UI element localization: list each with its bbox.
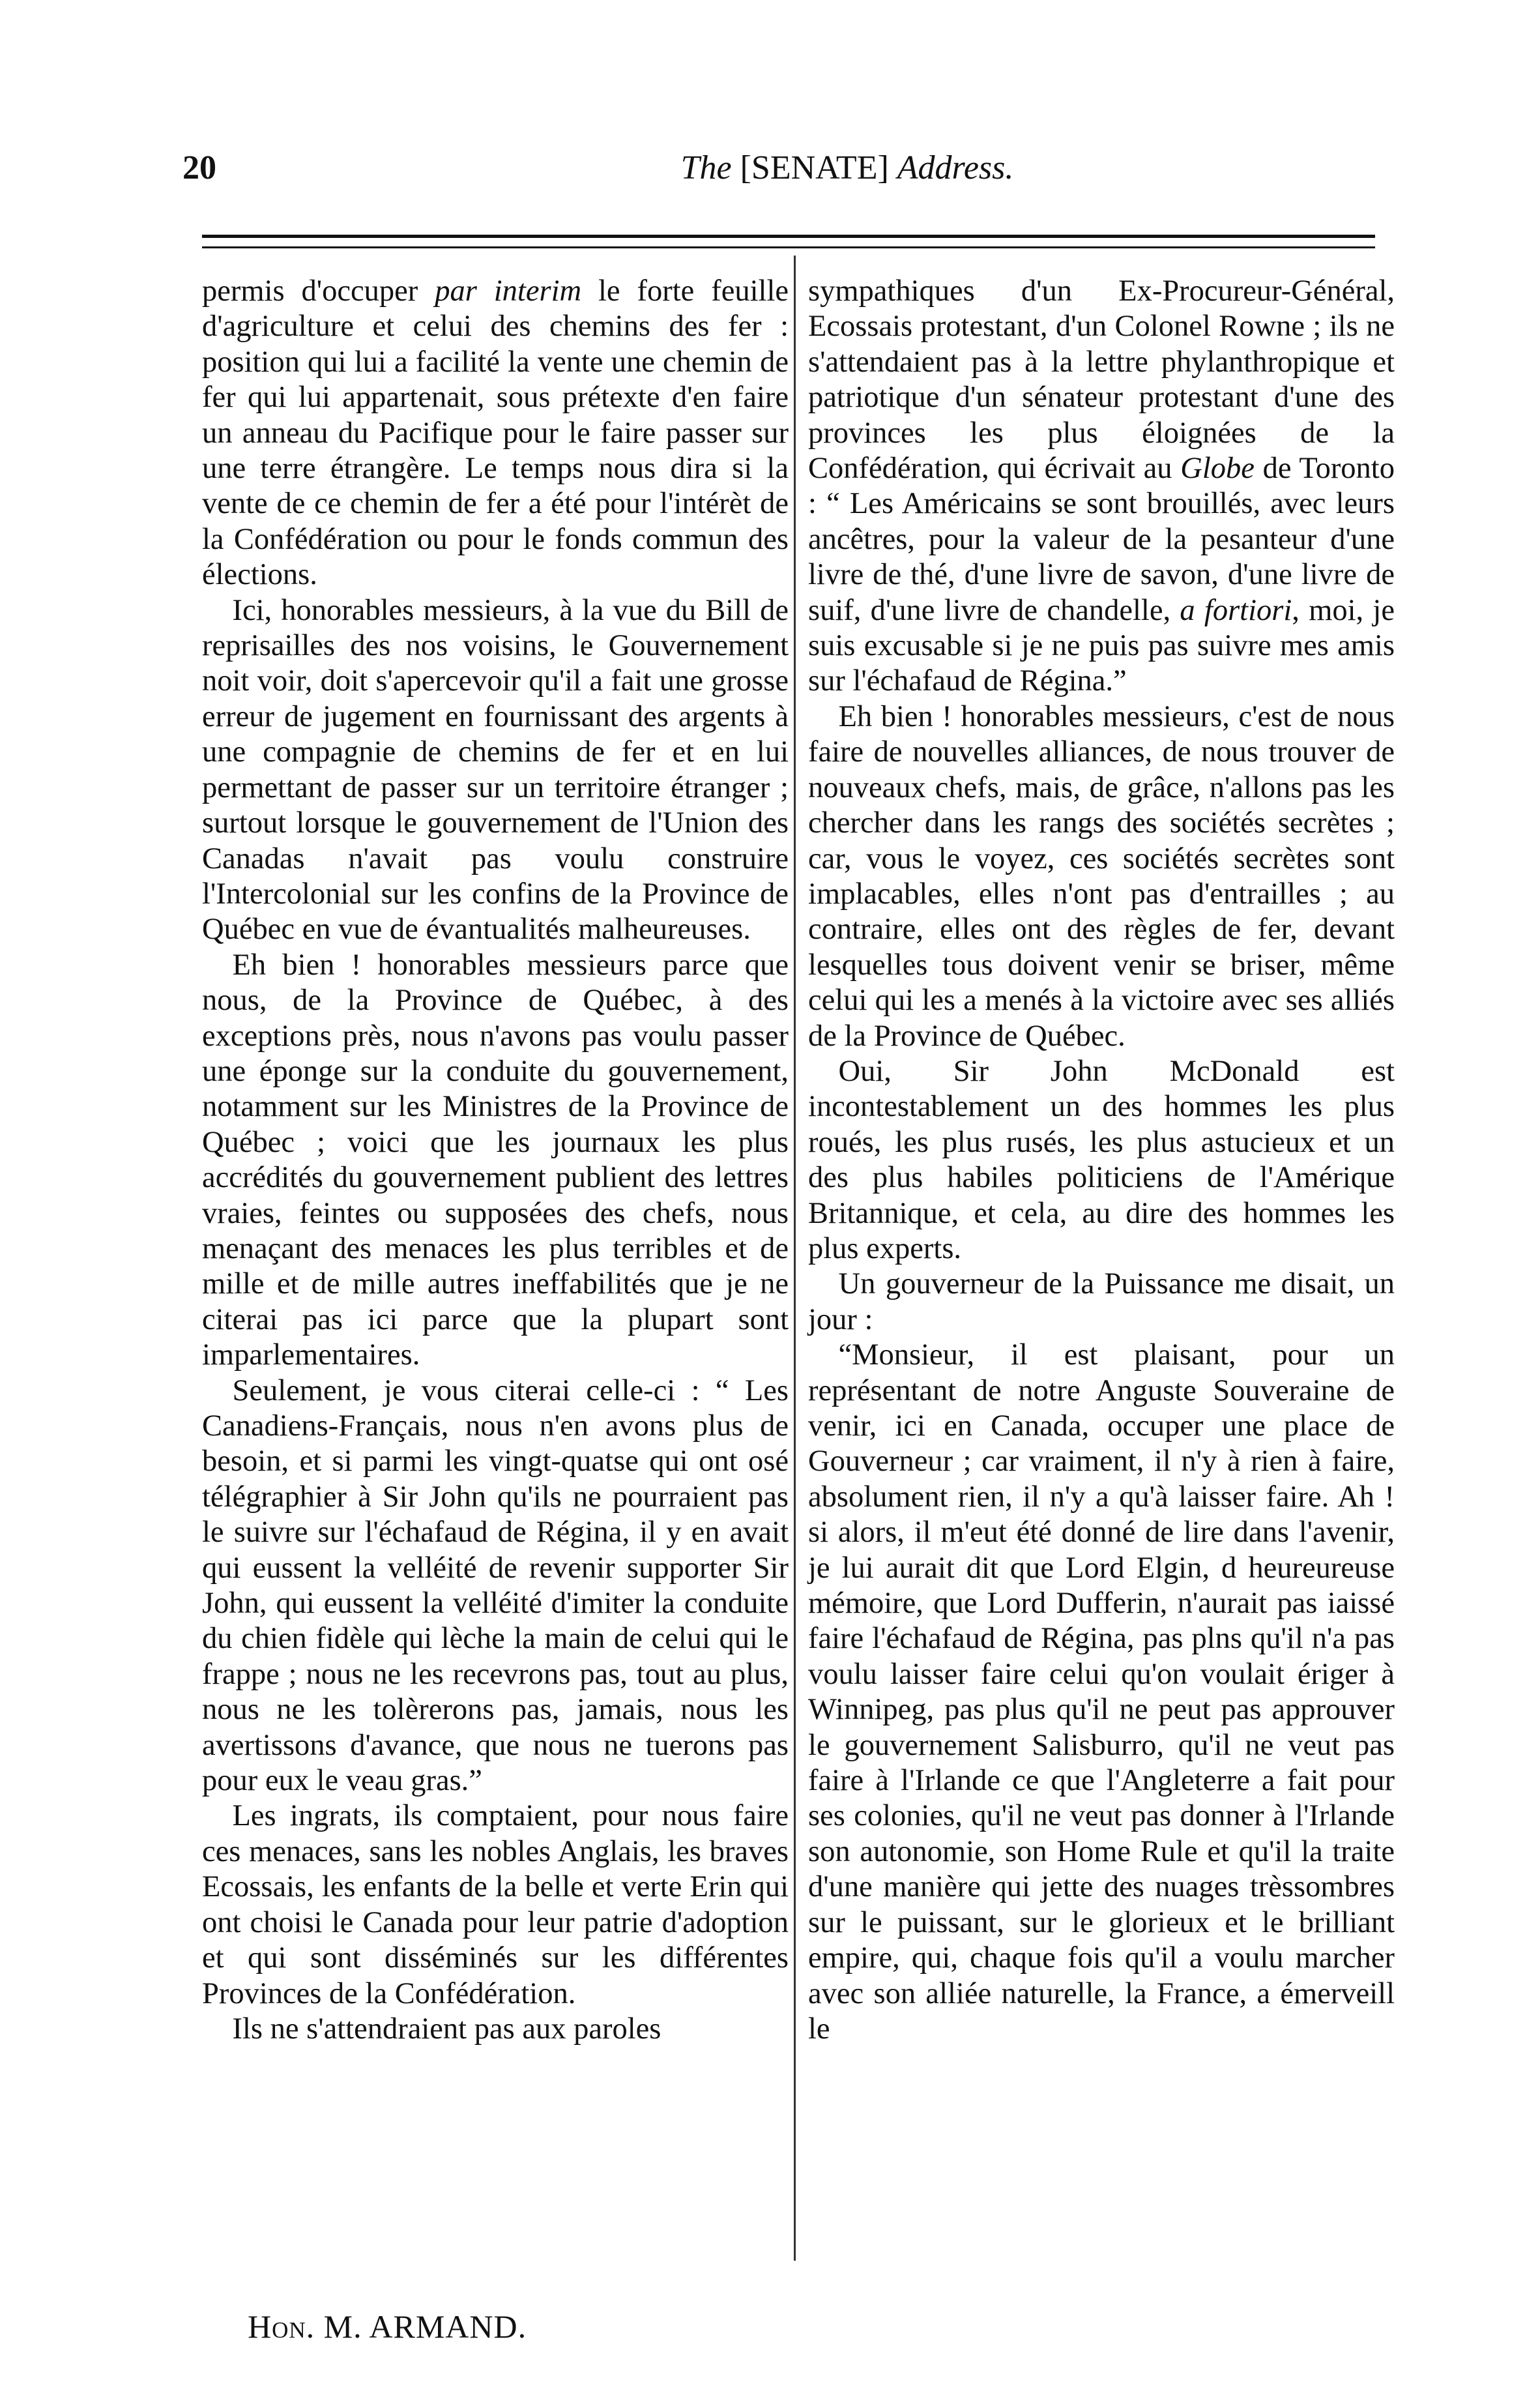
column-divider — [794, 256, 796, 2261]
left-p1-text-a: permis d'occuper — [202, 274, 435, 308]
right-paragraph-1 — [808, 274, 1395, 699]
right-p1-italic-globe: Globe — [1180, 452, 1255, 486]
signature-text: Hon. M. ARMAND. — [248, 2308, 527, 2345]
left-paragraph-3: Eh bien ! honorables messieurs parce que nous, de la Province de Québec, à des exceptions près, nous n'avons pas voulu passer une éponge sur la conduite du gouvernement, notamment sur les Ministres de la Province de Québec ; voici que les journaux les plus accrédités du gouvernement publient des lettres vraies, feintes ou supposées des chefs, nous menaçant des menaces les plus terribles et de mille et de mille autres ineffabilités que je ne citerai pas ici parce que la plupart sont imparlementaires. — [202, 948, 789, 1372]
running-head-the: The — [680, 149, 732, 186]
left-paragraph-6: Ils ne s'attendraient pas aux paroles — [232, 2012, 661, 2046]
header-rule-top — [202, 235, 1375, 238]
running-head — [587, 149, 1108, 187]
speaker-signature — [248, 2308, 527, 2345]
left-paragraph-2: Ici, honorables messieurs, à la vue du Bill de reprisailles des nos voisins, le Gouvernement noit voir, doit s'apercevoir qu'il a fait une grosse erreur de jugement en fournissant des argents à une compagnie de chemins de fer et en lui permettant de passer sur un territoire étranger ; surtout lorsque le gouvernement de l'Union des Canadas n'avait pas voulu construire l'Intercolonial sur les confins de la Province de Québec en vue de évantualités malheureuses. — [202, 593, 789, 947]
running-head-address: Address. — [897, 149, 1014, 186]
right-paragraph-5: “Monsieur, il est plaisant, pour un représentant de notre Anguste Souveraine de venir, ici en Canada, occuper une place de Gouverneur ; car vraiment, il n'y à rien à faire, absolument rien, il n'y a qu'à laisser faire. Ah ! si alors, il m'eut été donné de lire dans l'avenir, je lui aurait dit que Lord Elgin, d heureureuse mémoire, que Lord Dufferin, n'aurait pas iaissé faire l'échafaud de Régina, pas plns qu'il n'a pas voulu laisser faire celui qu'on voulait ériger à Winnipeg, pas plus qu'il ne peut pas approuver le gouvernement Salisburro, qu'il ne veut pas faire à l'Irlande ce que l'Angleterre a fait pour ses colonies, qu'il ne veut pas donner à l'Irlande son autonomie, son Home Rule et qu'il la traite d'une manière qui jette des nuages trèssombres sur le puissant, sur le glorieux et le brilliant empire, qui, chaque fois qu'il a voulu marcher avec son alliée naturelle, la France, a émerveill le — [808, 1338, 1395, 2046]
right-paragraph-4: Un gouverneur de la Puissance me disait, un jour : — [808, 1267, 1395, 1336]
left-paragraph-5: Les ingrats, ils comptaient, pour nous faire ces menaces, sans les nobles Anglais, les braves Ecossais, les enfants de la belle et verte Erin qui ont choisi le Canada pour leur patrie d'adoption et qui sont disséminés sur les différentes Provinces de la Confédération. — [202, 1799, 789, 2010]
left-p1-text-b: le forte feuille d'agriculture et celui des chemins des fer : position qui lui a facilité la vente une chemin de fer qui lui appartenait, sous prétexte d'en faire un anneau du Pacifique pour le faire passer sur une terre étrangère. Le temps nous dira si la vente de ce chemin de fer a été pour l'intérèt de la Confédération ou pour le fonds commun des élections. — [202, 274, 789, 592]
page-number: 20 — [182, 149, 216, 186]
right-p1-text-a: sympathiques d'un Ex-Procureur-Général, Ecossais protestant, d'un Colonel Rowne ; ils ne s'attendaient pas à la lettre phylanthropique et patriotique d'un sénateur protestant d'une des provinces les plus éloignées de la Confédération, qui écrivait au — [808, 274, 1395, 486]
left-column — [202, 274, 789, 2047]
left-paragraph-4: Seulement, je vous citerai celle-ci : “ Les Canadiens-Français, nous n'en avons plus de besoin, et si parmi les vingt-quatse qui ont osé télégraphier à Sir John qu'ils ne pourraient pas le suivre sur l'échafaud de Régina, il y en avait qui eussent la velléité de revenir supporter Sir John, qui eussent la velléité d'imiter la conduite du chien fidèle qui lèche la main de celui qui le frappe ; nous ne les recevrons pas, tout au plus, nous ne les tolèrerons pas, jamais, nous les avertissons d'avance, que nous ne tuerons pas pour eux le veau gras.” — [202, 1373, 789, 1798]
right-column — [808, 274, 1395, 2047]
right-p1-italic-fortiori: a fortiori — [1180, 593, 1292, 627]
right-paragraph-2: Eh bien ! honorables messieurs, c'est de nous faire de nouvelles alliances, de nous trouver de nouveaux chefs, mais, de grâce, n'allons pas les chercher dans les rangs des sociétés secrètes ; car, vous le voyez, ces sociétés secrètes sont implacables, elles n'ont pas d'entrailles ; au contraire, elles ont des règles de fer, devant lesquelles tous doivent venir se briser, même celui qui les a menés à la victoire avec ses alliés de la Province de Québec. — [808, 699, 1395, 1053]
right-paragraph-3: Oui, Sir John McDonald est incontestablement un des hommes les plus roués, les plus rusés, les plus astucieux et un des plus habiles politiciens de l'Amérique Britannique, et cela, au dire des hommes les plus experts. — [808, 1054, 1395, 1265]
left-paragraph-1 — [202, 274, 789, 593]
running-head-senate: [SENATE] — [731, 149, 897, 186]
left-p1-italic: par interim — [435, 274, 582, 308]
header-rule-bottom — [202, 246, 1375, 248]
right-p1-text-b: de Toronto : “ Les Américains se sont brouillés, avec leurs ancêtres, pour la valeur de la pesanteur d'une livre de thé, d'une livre de savon, d'une livre de suif, d'une livre de chandelle, — [808, 452, 1395, 627]
right-p1-text-c: , moi, je suis excusable si je ne puis pas suivre mes amis sur l'échafaud de Régina.” — [808, 593, 1395, 698]
